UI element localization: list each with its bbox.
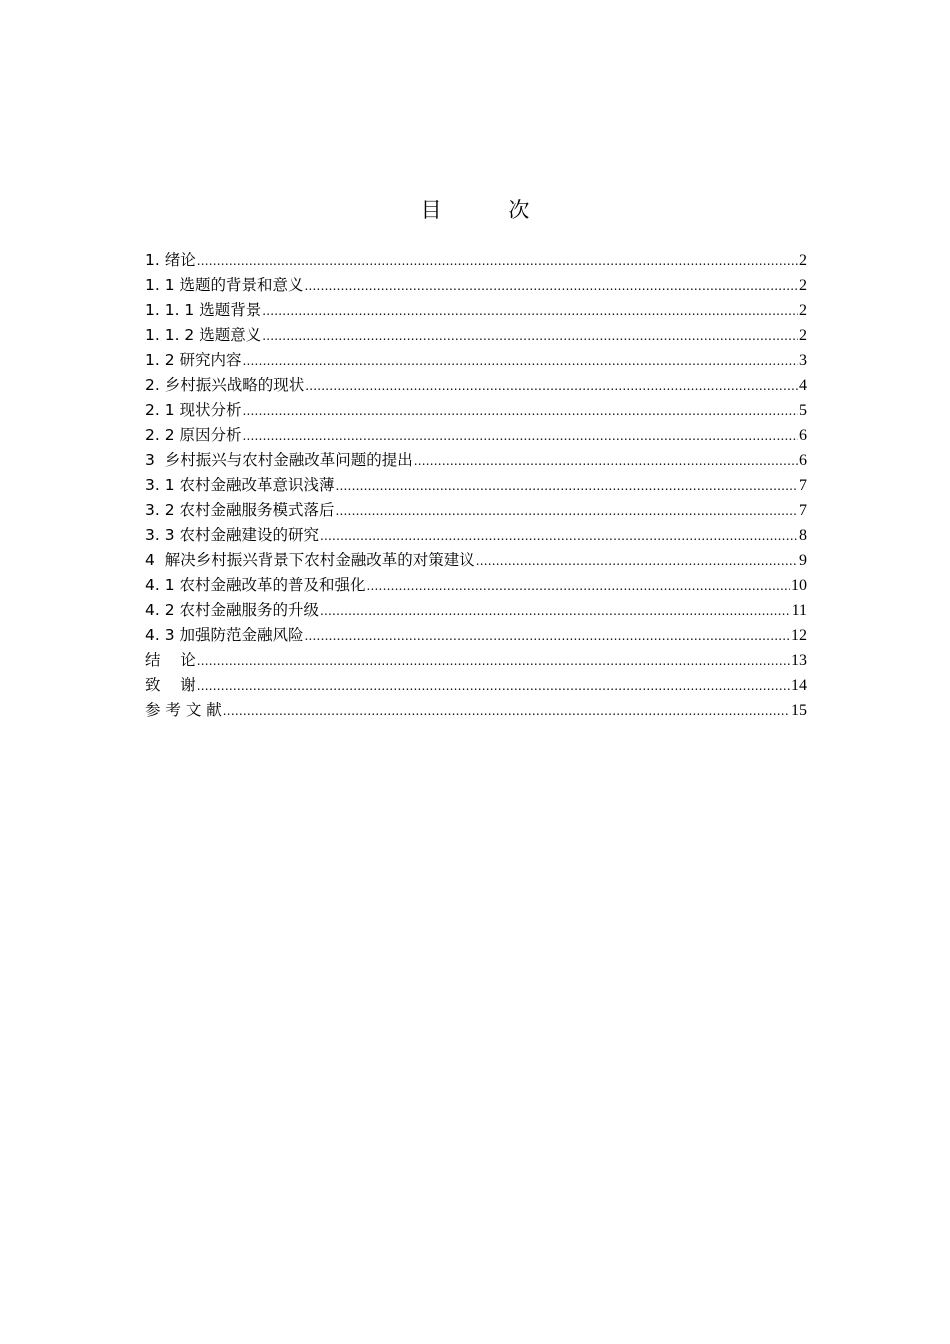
toc-entry-page: 2 xyxy=(799,252,807,269)
toc-entry-page: 2 xyxy=(799,302,807,319)
toc-leader-dots xyxy=(305,624,790,648)
toc-leader-dots xyxy=(223,699,790,723)
toc-entry-page: 6 xyxy=(799,427,807,444)
toc-entry[interactable] xyxy=(145,273,807,298)
toc-entry-page: 4 xyxy=(799,377,807,394)
toc-entry-label: 4 解决乡村振兴背景下农村金融改革的对策建议 xyxy=(145,551,475,569)
toc-entry-page: 13 xyxy=(791,652,807,669)
toc-entry-label: 1. 2 研究内容 xyxy=(145,351,242,369)
toc-entry-page: 11 xyxy=(791,602,807,619)
toc-entry[interactable] xyxy=(145,548,807,573)
toc-leader-dots xyxy=(305,274,798,298)
toc-entry-label: 致 谢 xyxy=(145,676,196,694)
toc-leader-dots xyxy=(262,324,798,348)
toc-entry-page: 7 xyxy=(799,502,807,519)
toc-entry-label: 结 论 xyxy=(145,651,196,669)
toc-entry[interactable] xyxy=(145,673,807,698)
toc-entry-page: 2 xyxy=(799,327,807,344)
toc-entry-page: 7 xyxy=(799,477,807,494)
toc-entry[interactable] xyxy=(145,348,807,373)
toc-leader-dots xyxy=(320,524,798,548)
toc-entry-label: 参 考 文 献 xyxy=(145,701,222,719)
toc-entry[interactable] xyxy=(145,248,807,273)
toc-entry-label: 4. 2 农村金融服务的升级 xyxy=(145,601,320,619)
toc-leader-dots xyxy=(336,499,798,523)
toc-leader-dots xyxy=(414,449,798,473)
toc-entry-label: 4. 3 加强防范金融风险 xyxy=(145,626,304,644)
toc-entry-page: 9 xyxy=(799,552,807,569)
toc-leader-dots xyxy=(336,474,798,498)
toc-title: 目 次 xyxy=(420,198,560,222)
toc-leader-dots xyxy=(197,649,790,673)
toc-leader-dots xyxy=(243,399,798,423)
toc-entry[interactable] xyxy=(145,373,807,398)
toc-leader-dots xyxy=(367,574,790,598)
toc-entry[interactable] xyxy=(145,423,807,448)
toc-entry[interactable] xyxy=(145,498,807,523)
toc-entry-page: 10 xyxy=(791,577,807,594)
toc-entry-label: 2. 2 原因分析 xyxy=(145,426,242,444)
toc-entry-page: 2 xyxy=(799,277,807,294)
toc-entry[interactable] xyxy=(145,623,807,648)
toc-leader-dots xyxy=(243,349,798,373)
toc-leader-dots xyxy=(320,599,791,623)
toc-leader-dots xyxy=(197,249,798,273)
toc-entry-label: 3 乡村振兴与农村金融改革问题的提出 xyxy=(145,451,413,469)
toc-entry-page: 3 xyxy=(799,352,807,369)
toc-entry[interactable] xyxy=(145,448,807,473)
toc-leader-dots xyxy=(243,424,798,448)
toc-entry-page: 15 xyxy=(791,702,807,719)
toc-entry-label: 3. 1 农村金融改革意识浅薄 xyxy=(145,476,335,494)
toc-entry[interactable] xyxy=(145,298,807,323)
toc-entry[interactable] xyxy=(145,398,807,423)
toc-entry[interactable] xyxy=(145,323,807,348)
toc-entry-label: 3. 3 农村金融建设的研究 xyxy=(145,526,320,544)
toc-leader-dots xyxy=(197,674,790,698)
toc-entry[interactable] xyxy=(145,473,807,498)
toc-entry[interactable] xyxy=(145,523,807,548)
toc-leader-dots xyxy=(476,549,798,573)
toc-entry[interactable] xyxy=(145,698,807,723)
toc-entry-label: 2. 乡村振兴战略的现状 xyxy=(145,376,305,394)
toc-entry-label: 3. 2 农村金融服务模式落后 xyxy=(145,501,335,519)
toc-entry-page: 8 xyxy=(799,527,807,544)
toc-entry[interactable] xyxy=(145,598,807,623)
toc-entry-label: 1. 1 选题的背景和意义 xyxy=(145,276,304,294)
toc-entry-label: 1. 绪论 xyxy=(145,251,196,269)
toc-entry[interactable] xyxy=(145,648,807,673)
toc-entry[interactable] xyxy=(145,573,807,598)
toc-leader-dots xyxy=(262,299,798,323)
toc-entry-label: 1. 1. 2 选题意义 xyxy=(145,326,262,344)
toc-entry-label: 4. 1 农村金融改革的普及和强化 xyxy=(145,576,366,594)
toc-entry-label: 2. 1 现状分析 xyxy=(145,401,242,419)
toc-entry-page: 12 xyxy=(791,627,807,644)
toc-entry-page: 5 xyxy=(799,402,807,419)
toc-entry-label: 1. 1. 1 选题背景 xyxy=(145,301,262,319)
toc-list xyxy=(145,248,807,723)
toc-entry-page: 6 xyxy=(799,452,807,469)
toc-entry-page: 14 xyxy=(791,677,807,694)
toc-leader-dots xyxy=(305,374,798,398)
